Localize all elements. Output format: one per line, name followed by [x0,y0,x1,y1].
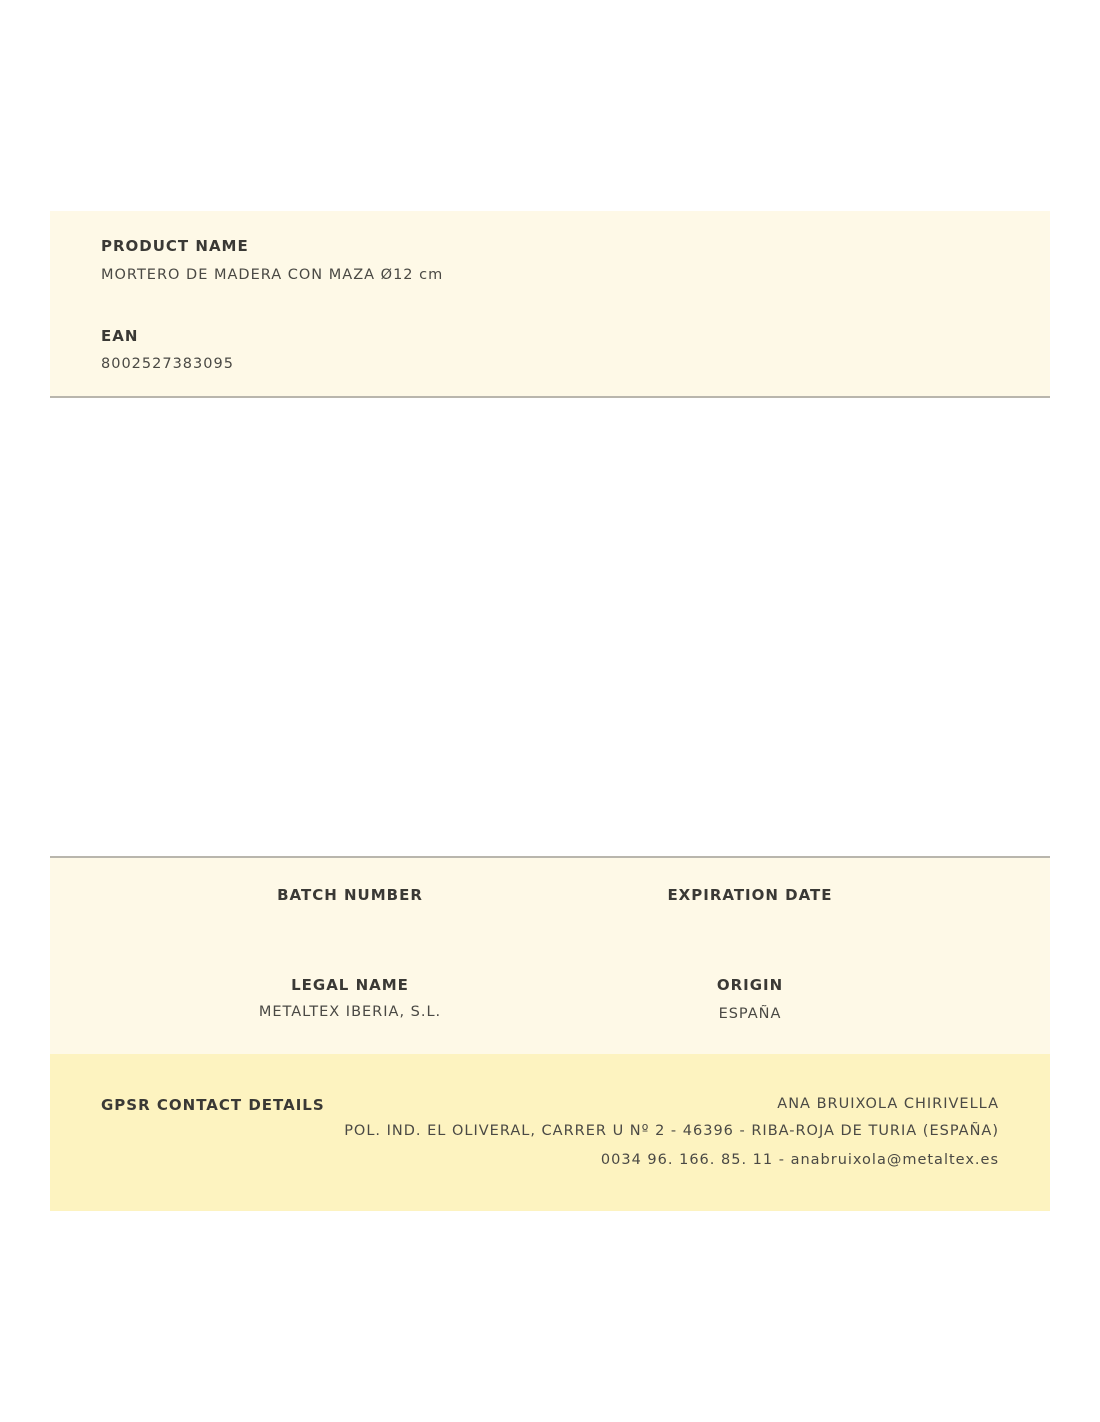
origin-label: ORIGIN [716,976,784,994]
legal-name-value: METALTEX IBERIA, S.L. [258,1004,442,1020]
expiration-date-label: EXPIRATION DATE [667,886,833,904]
contact-name: ANA BRUIXOLA CHIRIVELLA [777,1096,999,1112]
ean-value: 8002527383095 [101,356,234,372]
origin-value: ESPAÑA [718,1006,782,1022]
batch-number-label: BATCH NUMBER [277,886,423,904]
contact-phone-email: 0034 96. 166. 85. 11 - anabruixola@metaltex.es [600,1152,999,1168]
product-name-label: PRODUCT NAME [101,237,249,255]
legal-name-label: LEGAL NAME [291,976,409,994]
product-section [50,211,1050,398]
product-name-value: MORTERO DE MADERA CON MAZA Ø12 cm [101,267,444,283]
info-section [50,856,1050,1056]
contact-address: POL. IND. EL OLIVERAL, CARRER U Nº 2 - 46396 - RIBA-ROJA DE TURIA (ESPAÑA) [344,1123,999,1139]
contact-section [50,1054,1050,1211]
ean-label: EAN [101,327,139,345]
gpsr-contact-label: GPSR CONTACT DETAILS [101,1096,325,1114]
